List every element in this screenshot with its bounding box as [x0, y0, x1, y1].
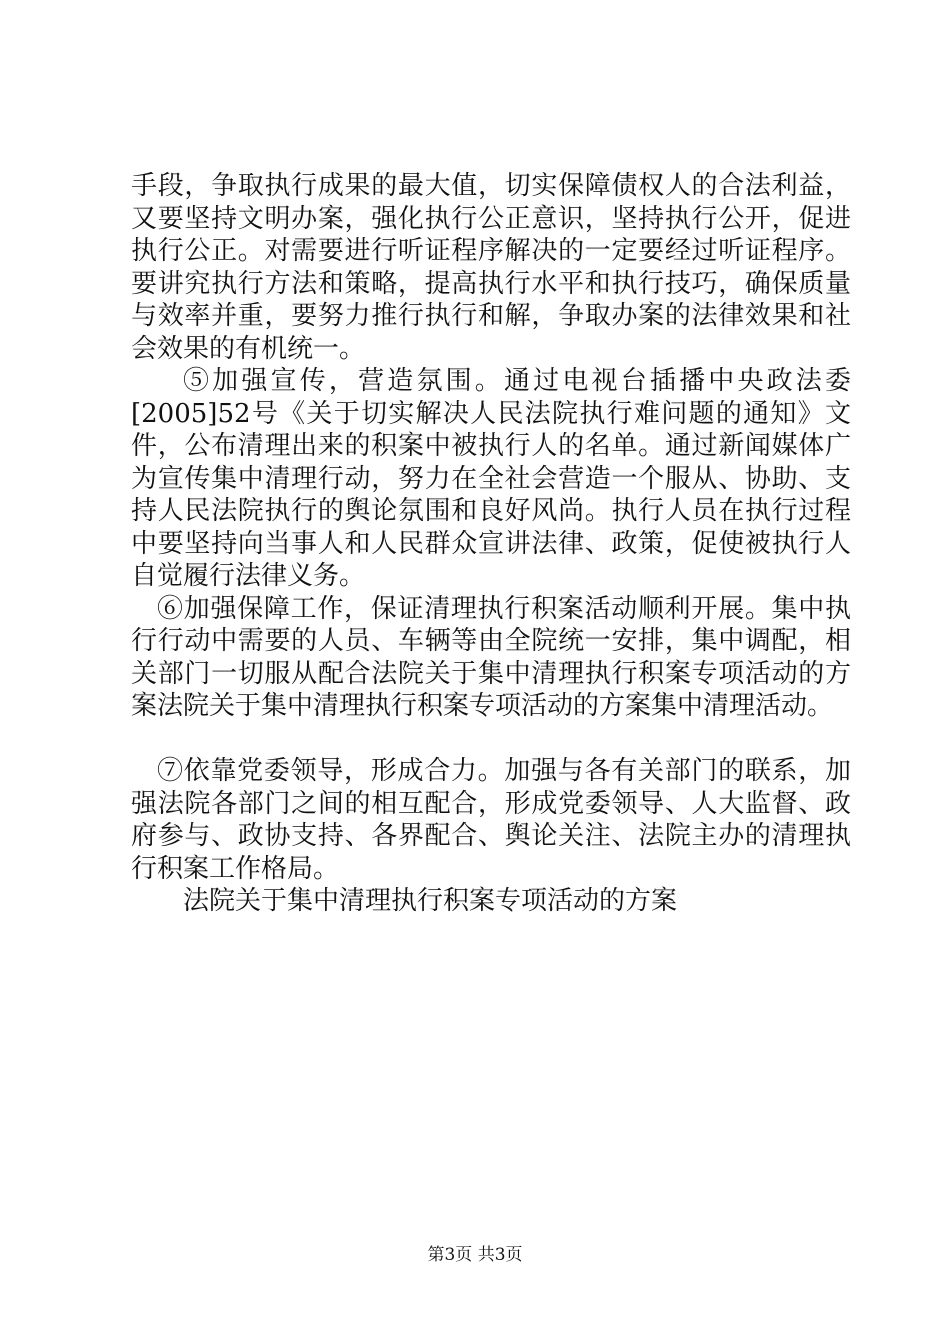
paragraph-item-7: ⑦依靠党委领导，形成合力。加强与各有关部门的联系，加强法院各部门之间的相互配合，形成党委领导、人大监督、政府参与、政协支持、各界配合、舆论关注、法院主办的清理执行积案工作格局。	[131, 756, 851, 884]
paragraph-gap	[131, 723, 851, 756]
paragraph-item-5: ⑤加强宣传，营造氛围。通过电视台插播中央政法委[2005]52号《关于切实解决人民法院执行难问题的通知》文件，公布清理出来的积案中被执行人的名单。通过新闻媒体广为宣传集中清理行动，努力在全社会营造一个服从、协助、支持人民法院执行的舆论氛围和良好风尚。执行人员在执行过程中要坚持向当事人和人民群众宣讲法律、政策，促使被执行人自觉履行法律义务。	[131, 366, 851, 591]
closing-title: 法院关于集中清理执行积案专项活动的方案	[183, 886, 678, 916]
paragraph-item-6: ⑥加强保障工作，保证清理执行积案活动顺利开展。集中执行行动中需要的人员、车辆等由全院统一安排，集中调配，相关部门一切服从配合法院关于集中清理执行积案专项活动的方案法院关于集中清理执行积案专项活动的方案集中清理活动。	[131, 593, 851, 721]
paragraph-continued: 手段，争取执行成果的最大值，切实保障债权人的合法利益，又要坚持文明办案，强化执行公正意识，坚持执行公开，促进执行公正。对需要进行听证程序解决的一定要经过听证程序。要讲究执行方法和策略，提高执行水平和执行技巧，确保质量与效率并重，要努力推行执行和解，争取办案的法律效果和社会效果的有机统一。	[131, 171, 851, 364]
page-footer: 第3页 共3页	[427, 1245, 523, 1265]
document-body	[131, 170, 851, 918]
